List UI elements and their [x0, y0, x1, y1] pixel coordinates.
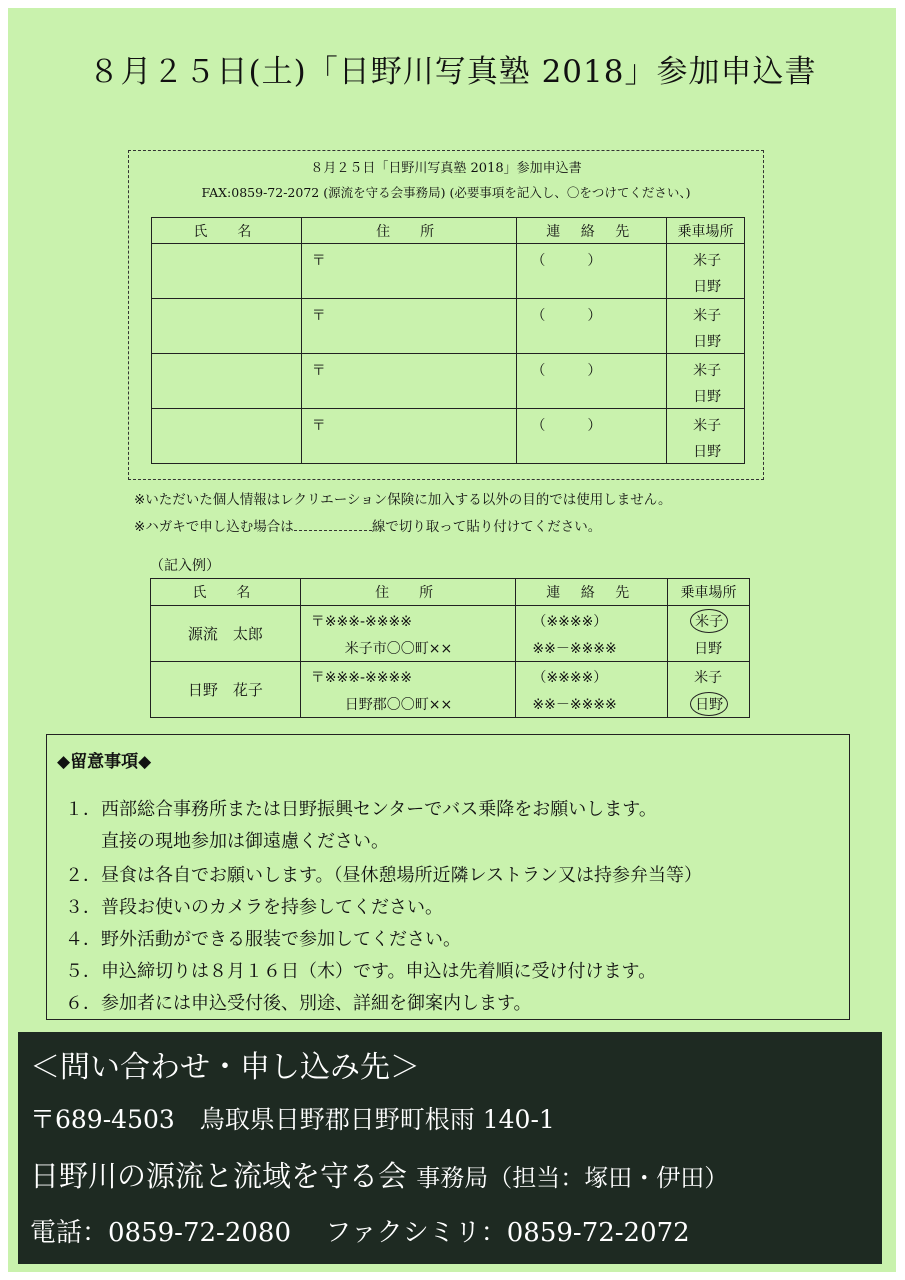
example-address-cell [300, 606, 516, 662]
example-phone-number: ※※－※※※※ [532, 641, 617, 657]
postal-mark: 〒 [311, 253, 326, 269]
col-header-address: 住 所 [301, 218, 517, 244]
col-header-pickup: 乗車場所 [667, 218, 745, 244]
pickup-cell[interactable] [667, 409, 745, 464]
cut-line-sample [294, 518, 372, 531]
example-col-header-address: 住 所 [300, 579, 516, 606]
example-postal: 〒※※※-※※※※ [310, 614, 412, 630]
example-col-header-pickup: 乗車場所 [668, 579, 750, 606]
postcard-note-before: ※ハガキで申し込む場合は [134, 519, 294, 535]
pickup-option-hino[interactable]: 日野 [693, 444, 722, 460]
notice-item: ３．普段お使いのカメラを持参してください。 [65, 897, 443, 918]
example-contact-cell [516, 662, 668, 718]
example-name: 源流 太郎 [151, 606, 301, 662]
application-form-box [128, 150, 764, 480]
form-fax-line: FAX:0859-72-2072 (源流を守る会事務局) (必要事項を記入し、〇をつけてください、) [201, 185, 691, 200]
address-cell[interactable] [301, 244, 517, 299]
notice-item: ４．野外活動ができる服装で参加してください。 [65, 929, 461, 950]
col-header-name: 氏 名 [152, 218, 302, 244]
example-address: 米子市〇〇町×× [344, 641, 453, 657]
phone-parens: （ ） [531, 363, 602, 379]
postal-mark: 〒 [311, 308, 326, 324]
postcard-note [134, 515, 601, 535]
name-cell[interactable] [152, 354, 302, 409]
notice-item: ５．申込締切りは８月１６日（木）です。申込は先着順に受け付けます。 [65, 961, 657, 982]
pickup-option-yonago[interactable]: 米子 [693, 308, 722, 324]
example-pickup-cell [668, 606, 750, 662]
example-pickup-circled: 米子 [690, 609, 728, 633]
contact-block [18, 1032, 882, 1264]
contact-office: 事務局（担当：塚田・伊田） [416, 1164, 729, 1192]
example-pickup-cell [668, 662, 750, 718]
pickup-cell[interactable] [667, 299, 745, 354]
name-cell[interactable] [152, 409, 302, 464]
example-pickup-option: 米子 [694, 670, 723, 686]
example-label: （記入例） [150, 558, 220, 574]
pickup-option-hino[interactable]: 日野 [693, 334, 722, 350]
pickup-option-hino[interactable]: 日野 [693, 389, 722, 405]
address-cell[interactable] [301, 299, 517, 354]
contact-cell[interactable] [517, 409, 667, 464]
notice-box [46, 734, 850, 1020]
pickup-option-yonago[interactable]: 米子 [693, 418, 722, 434]
contact-heading: ＜問い合わせ・申し込み先＞ [30, 1050, 420, 1085]
phone-parens: （ ） [531, 308, 602, 324]
privacy-note: ※いただいた個人情報はレクリエーション保険に加入する以外の目的では使用しません。 [134, 492, 672, 508]
pickup-option-yonago[interactable]: 米子 [693, 363, 722, 379]
notice-item: ６．参加者には申込受付後、別途、詳細を御案内します。 [65, 993, 532, 1014]
form-row [152, 354, 745, 409]
phone-parens: （ ） [531, 253, 602, 269]
example-phone-area: （※※※※） [532, 670, 608, 686]
example-address: 日野郡〇〇町×× [344, 697, 453, 713]
example-col-header-name: 氏 名 [151, 579, 301, 606]
postal-mark: 〒 [311, 418, 326, 434]
example-row [151, 606, 750, 662]
contact-phone: 電話：0859-72-2080 ファクシミリ：0859-72-2072 [30, 1218, 690, 1248]
form-row [152, 299, 745, 354]
example-name: 日野 花子 [151, 662, 301, 718]
postcard-note-after: 線で切り取って貼り付けてください。 [371, 519, 602, 535]
pickup-option-hino[interactable]: 日野 [693, 279, 722, 295]
example-phone-area: （※※※※） [532, 614, 608, 630]
notice-item: ２．昼食は各自でお願いします。（昼休憩場所近隣レストラン又は持参弁当等） [65, 865, 703, 886]
form-row [152, 409, 745, 464]
notice-item: １．西部総合事務所または日野振興センターでバス乗降をお願いします。 [65, 799, 657, 820]
example-table [150, 578, 750, 718]
contact-organization [30, 1154, 728, 1195]
example-phone-number: ※※－※※※※ [532, 697, 617, 713]
pickup-cell[interactable] [667, 244, 745, 299]
col-header-contact: 連 絡 先 [517, 218, 667, 244]
notice-item: 直接の現地参加は御遠慮ください。 [65, 831, 389, 852]
pickup-cell[interactable] [667, 354, 745, 409]
contact-cell[interactable] [517, 354, 667, 409]
phone-parens: （ ） [531, 418, 602, 434]
example-address-cell [300, 662, 516, 718]
contact-address: 〒689-4503 鳥取県日野郡日野町根雨 140-1 [30, 1105, 555, 1134]
contact-cell[interactable] [517, 299, 667, 354]
example-row [151, 662, 750, 718]
address-cell[interactable] [301, 409, 517, 464]
contact-cell[interactable] [517, 244, 667, 299]
page-title: ８月２５日(土)「日野川写真塾 2018」参加申込書 [88, 54, 817, 90]
name-cell[interactable] [152, 244, 302, 299]
name-cell[interactable] [152, 299, 302, 354]
contact-org-name: 日野川の源流と流域を守る会 [30, 1159, 408, 1193]
form-heading: ８月２５日「日野川写真塾 2018」参加申込書 [310, 161, 582, 176]
example-contact-cell [516, 606, 668, 662]
application-table [151, 217, 745, 464]
notice-heading: ◆留意事項◆ [57, 752, 152, 772]
example-col-header-contact: 連 絡 先 [516, 579, 668, 606]
example-pickup-circled: 日野 [690, 692, 728, 716]
address-cell[interactable] [301, 354, 517, 409]
pickup-option-yonago[interactable]: 米子 [693, 253, 722, 269]
example-postal: 〒※※※-※※※※ [310, 670, 412, 686]
postal-mark: 〒 [311, 363, 326, 379]
form-row [152, 244, 745, 299]
example-pickup-option: 日野 [694, 641, 723, 657]
